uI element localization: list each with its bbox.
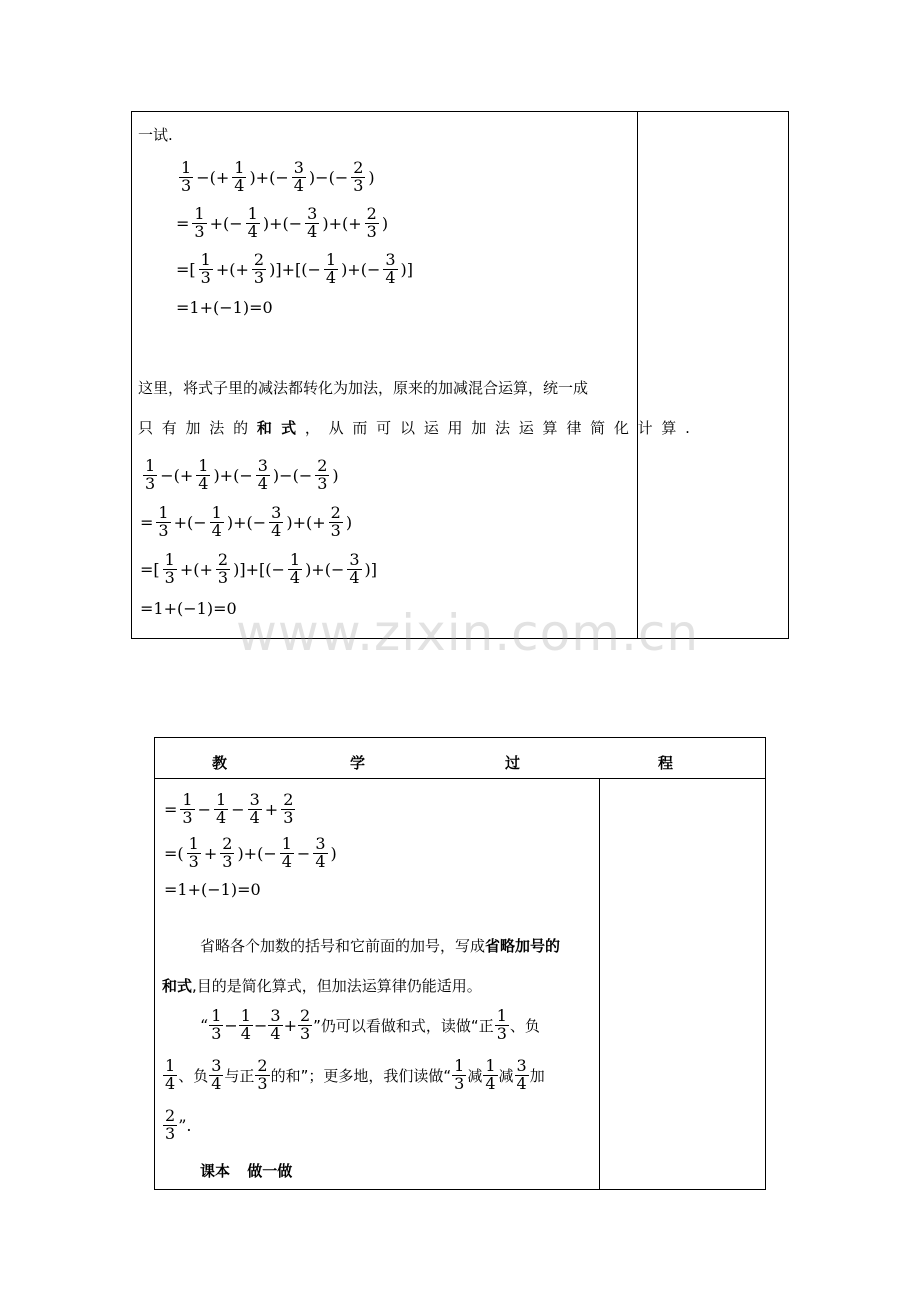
fraction	[288, 552, 302, 587]
omit-plus-text: 省略各个加数的括号和它前面的加号，写成	[200, 937, 486, 955]
fraction-numerator: 1	[165, 1056, 176, 1075]
equation-line	[162, 792, 296, 827]
fraction-denominator: 3	[283, 807, 294, 827]
fraction-denominator: 3	[217, 567, 229, 587]
fraction-numerator: 2	[366, 204, 377, 223]
fraction	[298, 1008, 312, 1043]
fraction-denominator: 4	[240, 1023, 251, 1043]
fraction-numerator: 1	[496, 1006, 507, 1025]
fraction-denominator: 3	[257, 1073, 268, 1093]
fraction-numerator: 1	[234, 158, 245, 177]
fraction-numerator: 1	[247, 204, 258, 223]
fraction-denominator: 3	[299, 1023, 311, 1043]
fraction-denominator: 4	[211, 1073, 222, 1093]
fraction-numerator: 1	[281, 834, 292, 853]
fraction	[180, 792, 194, 827]
fraction-numerator: 3	[271, 503, 282, 522]
math-text: 、负	[509, 1016, 540, 1035]
fraction-denominator: 3	[330, 520, 341, 540]
math-text: )+(−	[249, 167, 289, 187]
fraction	[179, 160, 193, 195]
sum-form-bold: 和式	[162, 977, 193, 995]
fraction-numerator: 2	[217, 550, 229, 569]
reading-line-1	[200, 1008, 540, 1043]
fraction-numerator: 2	[317, 456, 328, 475]
fraction-numerator: 1	[211, 1006, 222, 1025]
math-text: +	[264, 799, 279, 819]
reading-line-3	[162, 1108, 191, 1143]
fraction	[252, 252, 266, 287]
math-text: +(−	[209, 213, 243, 233]
math-text: +(+	[179, 559, 213, 579]
fraction	[255, 1058, 269, 1093]
math-text: )+(−	[305, 559, 345, 579]
math-text: =[	[140, 559, 160, 579]
fraction-numerator: 3	[516, 1056, 527, 1075]
fraction-numerator: 2	[165, 1106, 176, 1125]
fraction-numerator: 1	[198, 456, 209, 475]
fraction-denominator: 4	[289, 567, 301, 587]
fraction	[214, 792, 228, 827]
fraction-numerator: 2	[330, 503, 341, 522]
equation-line	[138, 599, 239, 618]
math-text: )]+[(−	[269, 259, 321, 279]
header-char-1: 教	[212, 754, 228, 772]
math-text: )+(+	[286, 512, 326, 532]
fraction	[156, 505, 170, 540]
fraction-numerator: 3	[211, 1056, 222, 1075]
fraction	[163, 1058, 177, 1093]
fraction	[495, 1008, 509, 1043]
math-text: )	[345, 512, 353, 532]
fraction-denominator: 3	[317, 473, 328, 493]
fraction-denominator: 3	[200, 267, 211, 287]
equation-line	[174, 298, 275, 317]
math-text: )+(−	[226, 512, 267, 532]
fraction-numerator: 3	[257, 456, 268, 475]
fraction	[305, 206, 319, 241]
math-text: )]	[400, 259, 414, 279]
math-text: 减	[498, 1066, 514, 1085]
table-2-header-divider	[155, 778, 765, 779]
math-text: )]	[364, 559, 378, 579]
table-2-column-divider	[599, 779, 600, 1189]
fraction-denominator: 4	[247, 221, 258, 241]
fraction-denominator: 3	[188, 851, 199, 871]
fraction	[452, 1058, 466, 1093]
fraction-denominator: 4	[485, 1073, 496, 1093]
fraction	[248, 792, 262, 827]
fraction-numerator: 2	[257, 1056, 268, 1075]
math-text: )+(−	[237, 843, 277, 863]
fraction-denominator: 3	[353, 175, 364, 195]
fraction	[143, 458, 157, 493]
math-text: +(−	[173, 512, 207, 532]
fraction	[232, 160, 246, 195]
math-text: ”.	[178, 1115, 192, 1135]
fraction-denominator: 4	[270, 1023, 281, 1043]
fraction	[239, 1008, 253, 1043]
fraction-denominator: 4	[315, 851, 326, 871]
math-text: −(+	[160, 465, 194, 485]
explanation-bold-term: 和 式	[256, 419, 299, 437]
math-text: )−(−	[308, 167, 349, 187]
fraction-denominator: 3	[366, 221, 377, 241]
math-text: +	[283, 1015, 297, 1035]
math-text: )+(−	[213, 465, 253, 485]
fraction	[220, 836, 234, 871]
equation-line	[138, 552, 379, 587]
omit-plus-bold: 省略加号的	[485, 937, 561, 955]
fraction-numerator: 2	[353, 158, 364, 177]
header-char-3: 过	[505, 754, 521, 772]
math-text: “	[200, 1015, 209, 1035]
fraction-numerator: 3	[349, 550, 360, 569]
fraction	[209, 1058, 223, 1093]
math-text: =(	[164, 843, 184, 863]
equation-line	[162, 880, 263, 899]
explanation-line-2	[138, 417, 692, 438]
math-text: )−(−	[272, 465, 313, 485]
fraction-denominator: 4	[385, 267, 396, 287]
math-text: 的和”；更多地，我们读做“	[270, 1066, 452, 1085]
fraction-denominator: 3	[181, 175, 192, 195]
equation-line	[138, 458, 341, 493]
math-text: )	[330, 843, 337, 863]
fraction-denominator: 3	[164, 567, 175, 587]
fraction-denominator: 4	[516, 1073, 527, 1093]
fraction	[187, 836, 201, 871]
fraction-numerator: 1	[188, 834, 199, 853]
fraction-denominator: 3	[158, 520, 169, 540]
fraction-denominator: 4	[257, 473, 268, 493]
fraction	[199, 252, 213, 287]
math-text: −	[224, 1015, 238, 1035]
fraction-numerator: 3	[315, 834, 326, 853]
math-text: =	[176, 213, 190, 233]
fraction-denominator: 4	[198, 473, 209, 493]
fraction	[209, 1008, 223, 1043]
fraction-numerator: 3	[385, 250, 396, 269]
fraction-denominator: 4	[325, 267, 337, 287]
fraction	[246, 206, 260, 241]
fraction	[515, 1058, 529, 1093]
fraction-denominator: 4	[211, 520, 222, 540]
fraction	[351, 160, 365, 195]
fraction	[163, 1108, 177, 1143]
fraction	[269, 505, 283, 540]
header-char-4: 程	[658, 754, 674, 772]
fraction	[324, 252, 338, 287]
fraction-denominator: 3	[165, 1123, 176, 1143]
fraction-denominator: 3	[194, 221, 205, 241]
fraction-denominator: 4	[281, 851, 292, 871]
textbook-footer	[200, 1160, 292, 1181]
watermark-text: www.zixin.com.cn	[236, 604, 700, 662]
fraction	[329, 505, 343, 540]
textbook-label: 课本	[200, 1162, 231, 1180]
fraction-denominator: 4	[249, 807, 260, 827]
fraction-denominator: 3	[182, 807, 193, 827]
fraction	[280, 836, 294, 871]
math-text: )	[368, 167, 375, 187]
fraction-numerator: 1	[158, 503, 169, 522]
fraction	[313, 836, 327, 871]
fraction-denominator: 3	[145, 473, 156, 493]
header-char-2: 学	[350, 754, 366, 772]
reading-line-2	[162, 1058, 545, 1093]
fraction-denominator: 4	[216, 807, 227, 827]
math-text: )+(−	[262, 213, 303, 233]
fraction-numerator: 3	[293, 158, 304, 177]
fraction-numerator: 3	[249, 790, 260, 809]
fraction-numerator: 1	[454, 1056, 465, 1075]
fraction	[315, 458, 329, 493]
fraction-numerator: 2	[299, 1006, 311, 1025]
fraction-numerator: 1	[289, 550, 301, 569]
math-text: 减	[467, 1066, 483, 1085]
intro-text: 一试.	[138, 126, 173, 144]
fraction-numerator: 1	[181, 158, 192, 177]
fraction-numerator: 1	[145, 456, 156, 475]
math-text: )+(−	[341, 259, 381, 279]
fraction-denominator: 3	[253, 267, 265, 287]
math-text: +	[203, 843, 218, 863]
fraction-numerator: 3	[307, 204, 318, 223]
fraction-numerator: 2	[222, 834, 233, 853]
explanation-line-1: 这里，将式子里的减法都转化为加法，原来的加减混合运算，统一成	[138, 379, 589, 397]
table-1-divider	[637, 112, 638, 638]
fraction	[347, 552, 361, 587]
fraction-numerator: 1	[182, 790, 193, 809]
fraction-denominator: 3	[211, 1023, 222, 1043]
fraction	[163, 552, 177, 587]
fraction	[216, 552, 230, 587]
math-text: )	[381, 213, 389, 233]
fraction-numerator: 1	[194, 204, 205, 223]
math-text: =1+(−1)=0	[164, 880, 261, 899]
fraction-numerator: 1	[211, 503, 222, 522]
fraction	[383, 252, 397, 287]
math-text: )	[332, 465, 339, 485]
fraction-denominator: 4	[293, 175, 304, 195]
fraction	[196, 458, 210, 493]
math-text: 与正	[224, 1066, 255, 1085]
fraction-numerator: 1	[200, 250, 211, 269]
fraction-numerator: 3	[270, 1006, 281, 1025]
fraction	[483, 1058, 497, 1093]
fraction	[210, 505, 224, 540]
fraction-numerator: 1	[325, 250, 337, 269]
fraction	[268, 1008, 282, 1043]
fraction-numerator: 2	[253, 250, 265, 269]
explanation-text-a: 只 有 加 法 的	[138, 419, 251, 437]
math-text: 加	[529, 1066, 545, 1085]
equation-line	[138, 505, 354, 540]
math-text: 、负	[178, 1066, 209, 1085]
fraction-denominator: 4	[349, 567, 360, 587]
explanation-text-b: ， 从 而 可 以 运 用 加 法 运 算 律 简 化 计 算 .	[304, 419, 692, 437]
fraction-numerator: 1	[240, 1006, 251, 1025]
sum-form-text: ,目的是简化算式，但加法运算律仍能适用。	[192, 977, 482, 995]
equation-line	[174, 252, 415, 287]
fraction-denominator: 3	[222, 851, 233, 871]
math-text: )]+[(−	[233, 559, 285, 579]
fraction-denominator: 4	[234, 175, 245, 195]
math-text: ”仍可以看做和式，读做“正	[313, 1016, 494, 1035]
fraction-denominator: 3	[496, 1023, 507, 1043]
fraction	[281, 792, 295, 827]
math-text: +(+	[215, 259, 249, 279]
math-text: =1+(−1)=0	[176, 298, 273, 317]
fraction-denominator: 4	[165, 1073, 176, 1093]
math-text: =	[140, 512, 154, 532]
fraction	[292, 160, 306, 195]
equation-line	[162, 836, 339, 871]
math-text: −	[197, 799, 211, 819]
fraction	[365, 206, 379, 241]
math-text: −	[231, 799, 245, 819]
math-text: =1+(−1)=0	[140, 599, 237, 618]
math-text: )+(+	[322, 213, 362, 233]
fraction	[192, 206, 206, 241]
equation-line	[174, 160, 377, 195]
fraction	[256, 458, 270, 493]
try-it-label: 做一做	[247, 1162, 293, 1180]
fraction-denominator: 4	[271, 520, 282, 540]
math-text: =[	[176, 259, 196, 279]
math-text: =	[164, 799, 178, 819]
equation-line	[174, 206, 390, 241]
fraction-numerator: 2	[283, 790, 294, 809]
omit-plus-line-1	[200, 935, 560, 956]
fraction-denominator: 3	[454, 1073, 465, 1093]
fraction-denominator: 4	[307, 221, 318, 241]
math-text: −	[253, 1015, 268, 1035]
math-text: −	[296, 843, 311, 863]
omit-plus-line-2	[162, 975, 482, 996]
fraction-numerator: 1	[164, 550, 175, 569]
fraction-numerator: 1	[216, 790, 227, 809]
fraction-numerator: 1	[485, 1056, 496, 1075]
math-text: −(+	[196, 167, 230, 187]
